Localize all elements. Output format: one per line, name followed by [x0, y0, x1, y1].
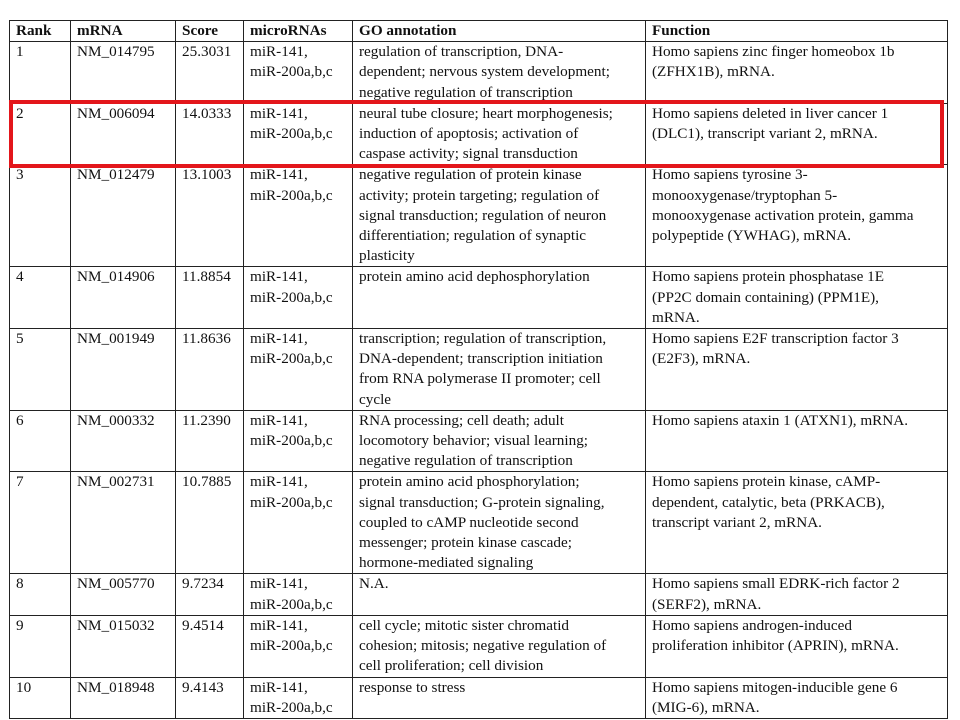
header-score: Score [176, 21, 244, 42]
rank-cell: 6 [10, 410, 71, 472]
mrna-cell: NM_014906 [71, 267, 176, 329]
micrornas-cell-line: miR-200a,b,c [250, 432, 333, 450]
micrornas-cell-line: miR-200a,b,c [250, 288, 333, 306]
micrornas-cell-line: miR-200a,b,c [250, 595, 333, 613]
function-cell-line: polypeptide (YWHAG), mRNA. [652, 227, 852, 245]
rank-cell: 3 [10, 165, 71, 267]
header-rank: Rank [10, 21, 71, 42]
rank-cell: 7 [10, 472, 71, 574]
go-annotation-cell-line: activity; protein targeting; regulation of [359, 186, 600, 204]
micrornas-cell [244, 410, 353, 472]
go-annotation-cell-line: neural tube closure; heart morphogenesis; [359, 104, 613, 122]
function-cell-line: dependent, catalytic, beta (PRKACB), [652, 493, 885, 511]
rank-cell: 8 [10, 574, 71, 615]
function-cell [646, 615, 948, 677]
table-row [10, 574, 948, 615]
rank-cell: 9 [10, 615, 71, 677]
go-annotation-cell-line: signal transduction; G-protein signaling, [359, 493, 605, 511]
header-go-annotation: GO annotation [353, 21, 646, 42]
micrornas-cell-line: miR-141, [250, 678, 308, 696]
go-annotation-cell-line: cohesion; mitosis; negative regulation of [359, 637, 607, 655]
rank-cell: 2 [10, 103, 71, 165]
score-cell: 9.7234 [176, 574, 244, 615]
micrornas-cell-line: miR-141, [250, 268, 308, 286]
go-annotation-cell-line: response to stress [359, 678, 466, 696]
micrornas-cell-line: miR-200a,b,c [250, 637, 333, 655]
table-row [10, 103, 948, 165]
table-row [10, 267, 948, 329]
table-row [10, 472, 948, 574]
function-cell [646, 165, 948, 267]
function-cell-line: Homo sapiens deleted in liver cancer 1 [652, 104, 889, 122]
table-row [10, 677, 948, 718]
go-annotation-cell [353, 165, 646, 267]
mrna-cell: NM_002731 [71, 472, 176, 574]
micrornas-cell-line: miR-141, [250, 166, 308, 184]
go-annotation-cell-line: plasticity [359, 247, 415, 265]
micrornas-cell [244, 574, 353, 615]
mrna-cell: NM_001949 [71, 329, 176, 411]
go-annotation-cell [353, 103, 646, 165]
micrornas-cell-line: miR-200a,b,c [250, 125, 333, 143]
go-annotation-cell-line: negative regulation of transcription [359, 83, 573, 101]
go-annotation-cell-line: regulation of transcription, DNA- [359, 43, 564, 61]
score-cell: 9.4143 [176, 677, 244, 718]
micrornas-cell [244, 329, 353, 411]
micrornas-cell-line: miR-141, [250, 43, 308, 61]
go-annotation-cell [353, 410, 646, 472]
go-annotation-cell-line: protein amino acid phosphorylation; [359, 473, 580, 491]
go-annotation-cell [353, 329, 646, 411]
function-cell-line: Homo sapiens androgen-induced [652, 616, 852, 634]
function-cell [646, 410, 948, 472]
score-cell: 11.2390 [176, 410, 244, 472]
function-cell-line: transcript variant 2, mRNA. [652, 513, 822, 531]
go-annotation-cell-line: negative regulation of protein kinase [359, 166, 582, 184]
function-cell [646, 574, 948, 615]
function-cell-line: mRNA. [652, 308, 700, 326]
table-row [10, 165, 948, 267]
go-annotation-cell-line: from RNA polymerase II promoter; cell [359, 370, 601, 388]
function-cell-line: Homo sapiens ataxin 1 (ATXN1), mRNA. [652, 411, 909, 429]
go-annotation-cell-line: hormone-mediated signaling [359, 554, 534, 572]
micrornas-cell [244, 267, 353, 329]
function-cell [646, 103, 948, 165]
go-annotation-cell-line: messenger; protein kinase cascade; [359, 534, 572, 552]
go-annotation-cell-line: transcription; regulation of transcription, [359, 330, 607, 348]
rank-cell: 4 [10, 267, 71, 329]
score-cell: 11.8636 [176, 329, 244, 411]
go-annotation-cell-line: RNA processing; cell death; adult [359, 411, 564, 429]
mrna-cell: NM_000332 [71, 410, 176, 472]
header-mrna: mRNA [71, 21, 176, 42]
function-cell-line: Homo sapiens protein kinase, cAMP- [652, 473, 881, 491]
function-cell [646, 472, 948, 574]
function-cell-line: Homo sapiens protein phosphatase 1E [652, 268, 884, 286]
function-cell-line: proliferation inhibitor (APRIN), mRNA. [652, 637, 899, 655]
header-micrornas: microRNAs [244, 21, 353, 42]
function-cell-line: (ZFHX1B), mRNA. [652, 63, 775, 81]
micrornas-cell-line: miR-141, [250, 616, 308, 634]
function-cell [646, 329, 948, 411]
table-header-row [10, 21, 948, 42]
go-annotation-cell-line: induction of apoptosis; activation of [359, 125, 579, 143]
table-body [10, 42, 948, 719]
go-annotation-cell-line: dependent; nervous system development; [359, 63, 610, 81]
go-annotation-cell [353, 677, 646, 718]
score-cell: 13.1003 [176, 165, 244, 267]
header-function: Function [646, 21, 948, 42]
micrornas-cell-line: miR-200a,b,c [250, 63, 333, 81]
go-annotation-cell [353, 267, 646, 329]
mrna-cell: NM_006094 [71, 103, 176, 165]
function-cell-line: monooxygenase/tryptophan 5- [652, 186, 838, 204]
function-cell [646, 42, 948, 104]
go-annotation-cell-line: DNA-dependent; transcription initiation [359, 350, 603, 368]
function-cell-line: Homo sapiens tyrosine 3- [652, 166, 808, 184]
mrna-cell: NM_005770 [71, 574, 176, 615]
micrornas-cell [244, 165, 353, 267]
go-annotation-cell-line: cell proliferation; cell division [359, 657, 544, 675]
micrornas-cell [244, 677, 353, 718]
function-cell-line: Homo sapiens zinc finger homeobox 1b [652, 43, 895, 61]
function-cell-line: (PP2C domain containing) (PPM1E), [652, 288, 879, 306]
score-cell: 14.0333 [176, 103, 244, 165]
go-annotation-cell [353, 472, 646, 574]
go-annotation-cell-line: protein amino acid dephosphorylation [359, 268, 590, 286]
score-cell: 11.8854 [176, 267, 244, 329]
table-row [10, 42, 948, 104]
table-row [10, 615, 948, 677]
go-annotation-cell-line: N.A. [359, 575, 389, 593]
micrornas-cell [244, 103, 353, 165]
mrna-cell: NM_012479 [71, 165, 176, 267]
micrornas-cell-line: miR-200a,b,c [250, 698, 333, 716]
go-annotation-cell-line: caspase activity; signal transduction [359, 145, 578, 163]
micrornas-cell [244, 472, 353, 574]
function-cell-line: (E2F3), mRNA. [652, 350, 751, 368]
mrna-target-table [9, 20, 948, 719]
mrna-cell: NM_014795 [71, 42, 176, 104]
function-cell [646, 267, 948, 329]
table-row [10, 329, 948, 411]
micrornas-cell-line: miR-141, [250, 330, 308, 348]
mrna-cell: NM_015032 [71, 615, 176, 677]
micrornas-cell-line: miR-141, [250, 575, 308, 593]
rank-cell: 10 [10, 677, 71, 718]
function-cell-line: Homo sapiens mitogen-inducible gene 6 [652, 678, 898, 696]
go-annotation-cell-line: negative regulation of transcription [359, 452, 573, 470]
go-annotation-cell-line: locomotory behavior; visual learning; [359, 432, 589, 450]
function-cell-line: monooxygenase activation protein, gamma [652, 206, 914, 224]
function-cell-line: Homo sapiens small EDRK-rich factor 2 [652, 575, 900, 593]
score-cell: 10.7885 [176, 472, 244, 574]
go-annotation-cell-line: signal transduction; regulation of neuron [359, 206, 607, 224]
micrornas-cell-line: miR-200a,b,c [250, 350, 333, 368]
rank-cell: 5 [10, 329, 71, 411]
go-annotation-cell-line: coupled to cAMP nucleotide second [359, 513, 579, 531]
go-annotation-cell [353, 574, 646, 615]
micrornas-cell [244, 42, 353, 104]
function-cell-line: (DLC1), transcript variant 2, mRNA. [652, 125, 878, 143]
function-cell-line: (SERF2), mRNA. [652, 595, 762, 613]
micrornas-cell-line: miR-141, [250, 104, 308, 122]
mrna-cell: NM_018948 [71, 677, 176, 718]
go-annotation-cell [353, 615, 646, 677]
micrornas-cell-line: miR-200a,b,c [250, 186, 333, 204]
function-cell [646, 677, 948, 718]
document-page [9, 20, 947, 719]
micrornas-cell [244, 615, 353, 677]
function-cell-line: (MIG-6), mRNA. [652, 698, 760, 716]
micrornas-cell-line: miR-200a,b,c [250, 493, 333, 511]
table-row [10, 410, 948, 472]
score-cell: 9.4514 [176, 615, 244, 677]
micrornas-cell-line: miR-141, [250, 473, 308, 491]
micrornas-cell-line: miR-141, [250, 411, 308, 429]
go-annotation-cell [353, 42, 646, 104]
rank-cell: 1 [10, 42, 71, 104]
function-cell-line: Homo sapiens E2F transcription factor 3 [652, 330, 899, 348]
go-annotation-cell-line: cycle [359, 390, 392, 408]
score-cell: 25.3031 [176, 42, 244, 104]
go-annotation-cell-line: differentiation; regulation of synaptic [359, 227, 587, 245]
go-annotation-cell-line: cell cycle; mitotic sister chromatid [359, 616, 570, 634]
